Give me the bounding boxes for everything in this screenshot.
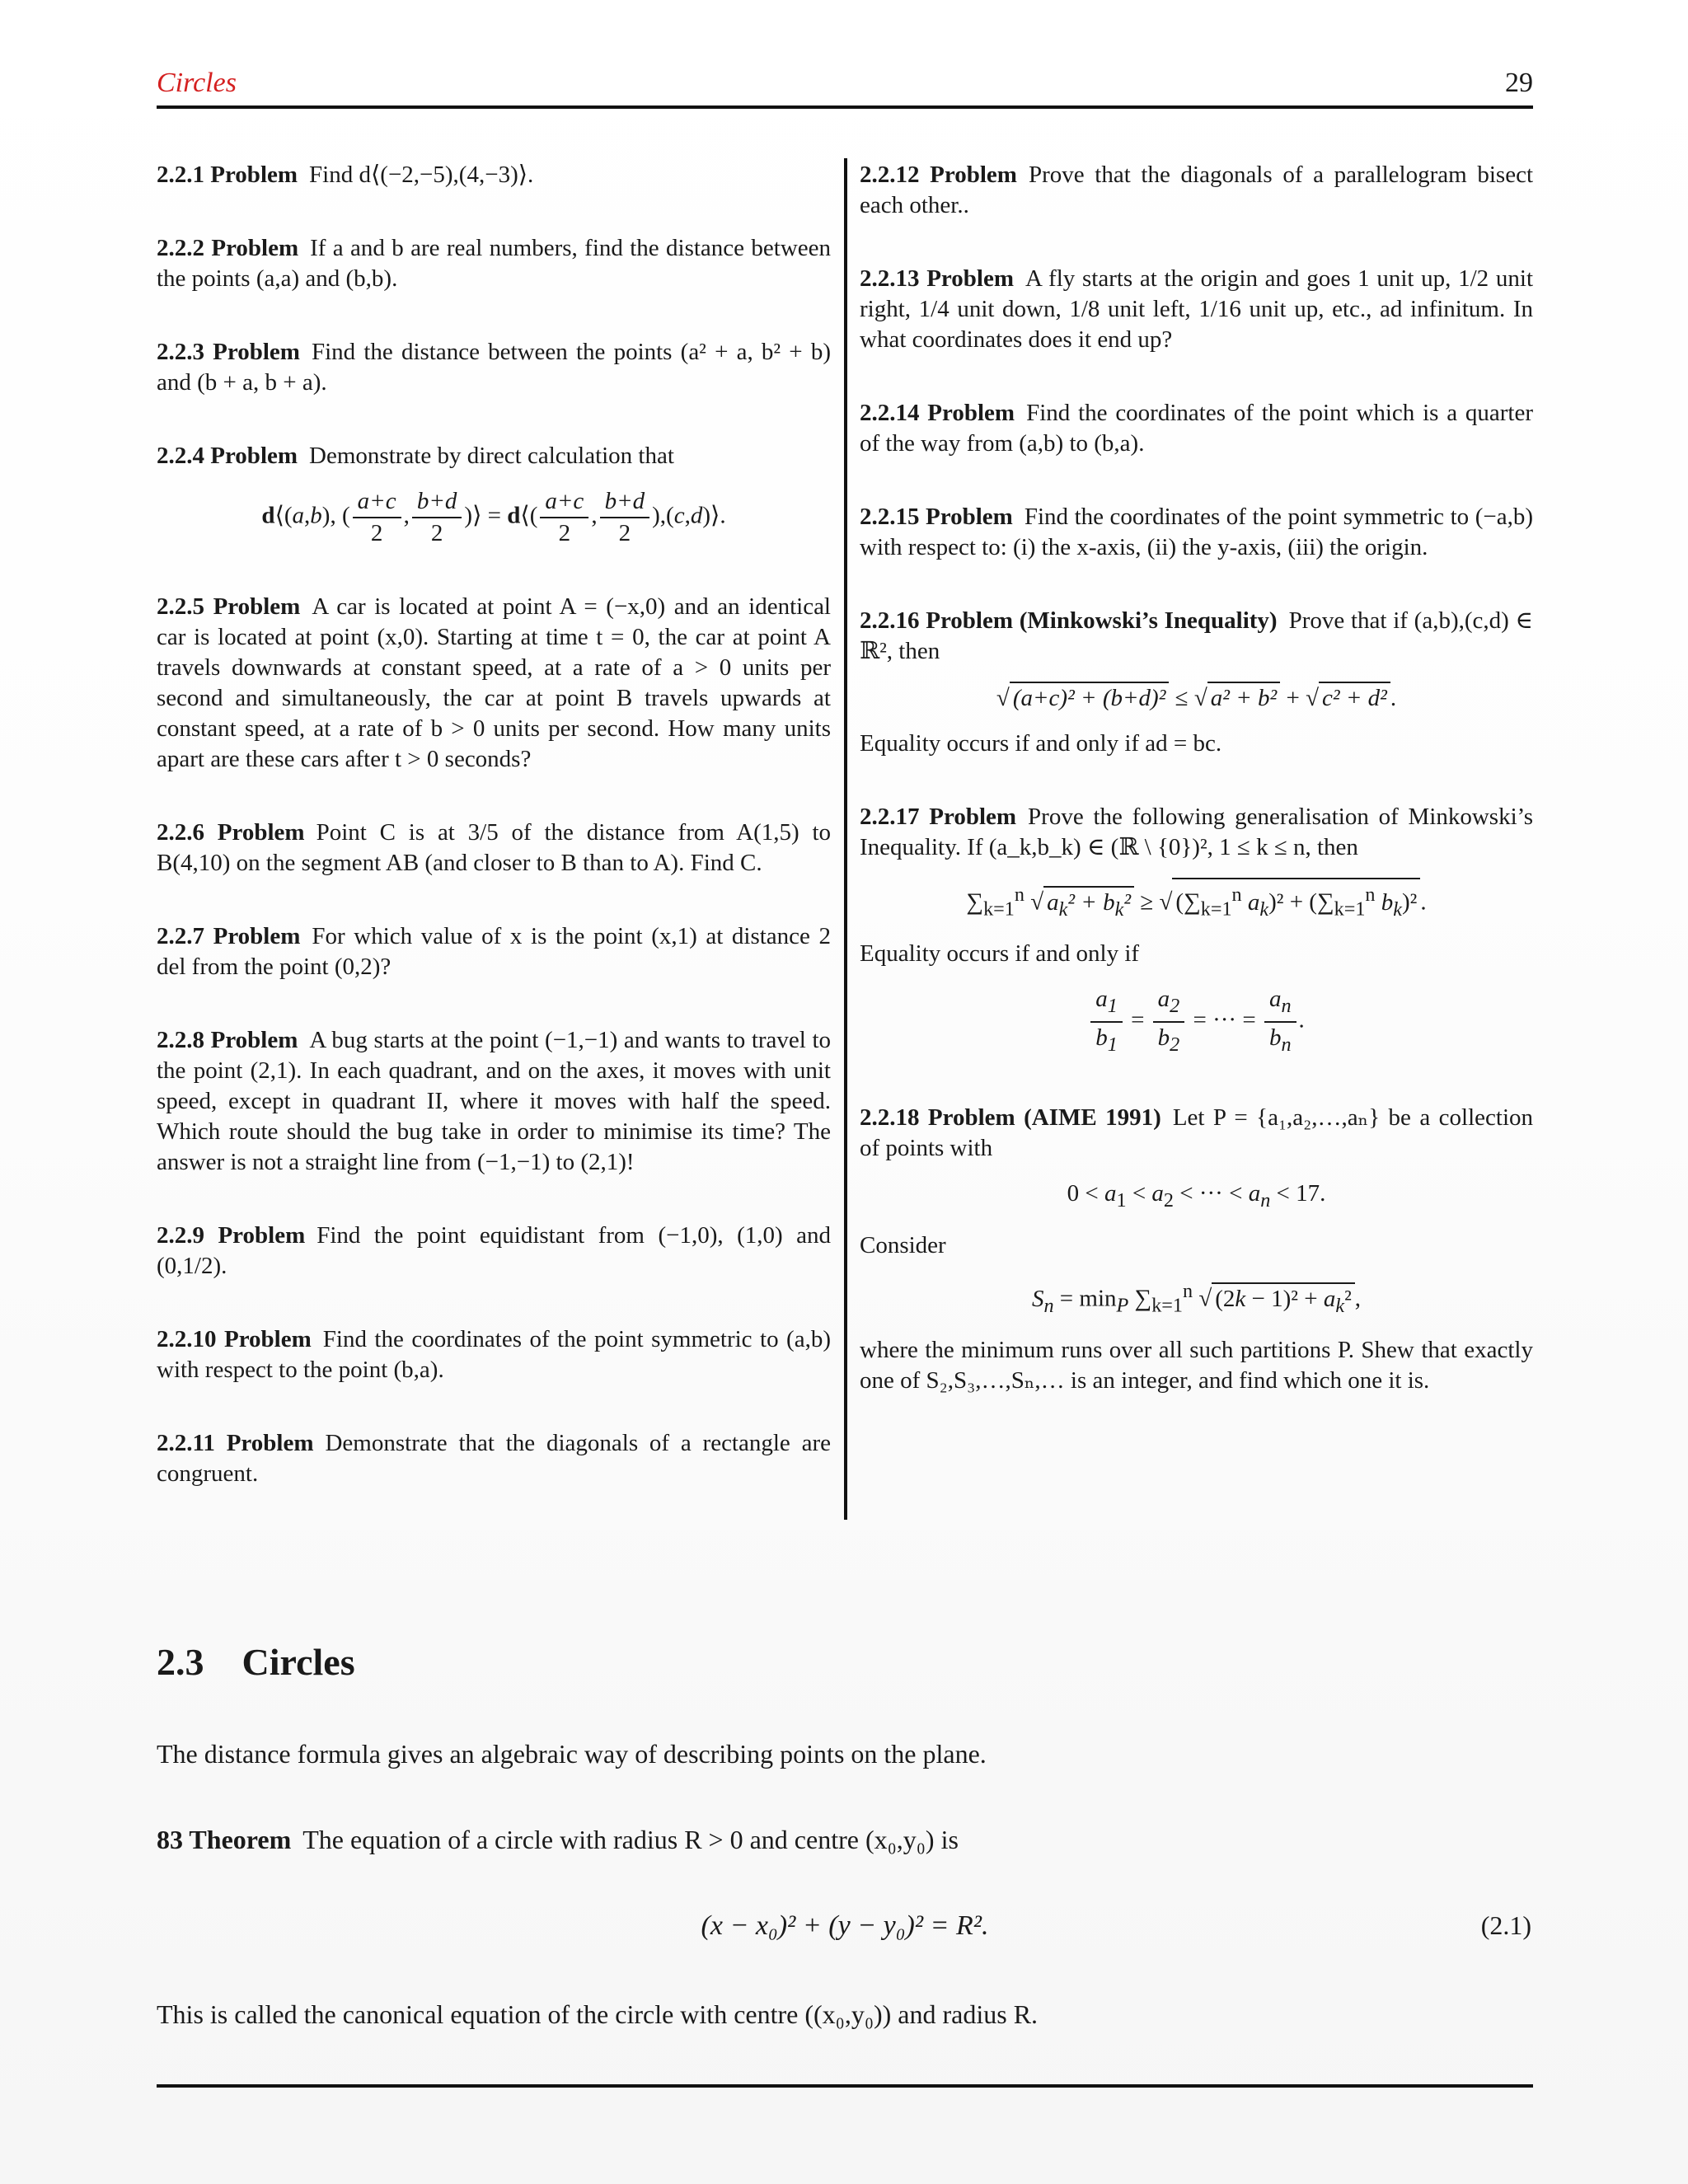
problem-2-2-10: 2.2.10 Problem Find the coordinates of the point symmetric to (a,b) with respect to the point (b,a). <box>157 1326 831 1383</box>
problem-2-2-5: 2.2.5 Problem A car is located at point A = (−x,0) and an identical car is located at point (x,0). Starting at time t = 0, the car at point A travels downwards at constant speed, at a rate of a > 0 units per second and simultaneously, the car at point B travels upwards at constant speed, at a rate of b > 0 units per second. How many units apart are these cars after t > 0 seconds? <box>157 593 831 772</box>
right-column <box>860 160 1533 1439</box>
formula-minkowski: √ (a+c)² + (b+d)² ≤ √ a² + b² + √ c² + d² . <box>860 682 1533 714</box>
formula-midpoint-distance: d⟨(a,b), ( $\frac{a+c}{2}$ , $\frac{b+d}{2}$ )⟩ = d⟨( $\frac{a+c}{2}$ , $\frac{b+d}{2}$ ),(c,d)⟩. <box>261 488 726 546</box>
header-rule <box>157 105 1533 109</box>
page-number: 29 <box>1505 68 1533 98</box>
problem-2-2-16: 2.2.16 Problem (Minkowski’s Inequality) Prove that if (a,b),(c,d) ∈ ℝ², then √ (a+c)² + (b+d)² ≤ √ a² + b² + √ c² + d² . Equality occurs if and only if ad = bc. <box>860 606 1533 759</box>
problem-2-2-14: 2.2.14 Problem Find the coordinates of the point which is a quarter of the way from (a,b) to (b,a). <box>860 400 1534 457</box>
page-header <box>157 68 1533 109</box>
formula-ordering: $0 < a_1 < a_2$ < ··· < $a_n < 17$. <box>1067 1180 1326 1212</box>
problem-2-2-2: 2.2.2 Problem If a and b are real numbers, find the distance between the points (a,a) and (b,b). <box>157 235 832 292</box>
problem-2-2-12: 2.2.12 Problem Prove that the diagonals of a parallelogram bisect each other.. <box>860 162 1534 218</box>
problem-2-2-9: 2.2.9 Problem Find the point equidistant from (−1,0), (1,0) and (0,1/2). <box>157 1222 831 1279</box>
problem-2-2-15: 2.2.15 Problem Find the coordinates of the point symmetric to (−a,b) with respect to: (i) the x-axis, (ii) the y-axis, (iii) the origin. <box>860 504 1534 560</box>
column-divider <box>844 158 847 1520</box>
circle-equation: (x − x₀)² + (y − y₀)² = R². <box>701 1910 989 1941</box>
problem-2-2-6: 2.2.6 Problem Point C is at 3/5 of the distance from A(1,5) to B(4,10) on the segment AB (and closer to B than to A). Find C. <box>157 819 831 876</box>
problem-2-2-7: 2.2.7 Problem For which value of x is the point (x,1) at distance 2 del from the point (0,2)? <box>157 923 832 980</box>
generalised-equality-note: Equality occurs if and only if <box>860 940 1140 968</box>
problem-2-2-1: 2.2.1 Problem Find d⟨(−2,−5),(4,−3)⟩. <box>157 162 534 188</box>
problem-2-2-17: 2.2.17 Problem Prove the following generalisation of Minkowski’s Inequality. If (a_k,b_k) ∈ (ℝ \ {0})², 1 ≤ k ≤ n, then $\sum_{k=1}^n$ √ $a_k^2 + b_k^2$ ≥ √ ($\sum_{k=1}^n$ $a_k)^2 + (\sum_{k=1}^n$ $b_k)^2$ . Equality occurs if and only if $\frac{a_1}{b_1}$ = $\frac{a_2}{b_2}$ = ··· = $\frac{a_n}{b_n}$ . <box>860 802 1533 1060</box>
closing-paragraph: This is called the canonical equation of the circle with centre ((x₀,y₀)) and radius R. <box>157 1999 1039 2029</box>
running-title: Circles <box>157 68 237 98</box>
minkowski-equality-note: Equality occurs if and only if ad = bc. <box>860 730 1222 757</box>
section-heading: 2.3 Circles <box>157 1641 355 1683</box>
aime-conclusion: where the minimum runs over all such partitions P. Shew that exactly one of S₂,S₃,…,Sₙ,… is an integer, and find which one it is. <box>860 1337 1533 1394</box>
problem-2-2-13: 2.2.13 Problem A fly starts at the origin and goes 1 unit up, 1/2 unit right, 1/4 unit down, 1/8 unit left, 1/16 unit up, etc., ad infinitum. In what coordinates does it end up? <box>860 265 1534 353</box>
theorem-label: 83 Theorem <box>157 1825 292 1854</box>
problem-2-2-4: 2.2.4 Problem Demonstrate by direct calculation that d⟨(a,b), ( $\frac{a+c}{2}$ , $\frac{b+d}{2}$ )⟩ = d⟨( $\frac{a+c}{2}$ , $\frac{b+d}{2}$ ),(c,d)⟩. <box>157 441 831 549</box>
formula-sn-min: $S_n = \min_P \sum_{k=1}^n$ √ $(2k - 1)^2 + a_k^2$ , <box>860 1276 1533 1320</box>
formula-generalised-minkowski: $\sum_{k=1}^n$ √ $a_k^2 + b_k^2$ ≥ √ ($\sum_{k=1}^n$ $a_k)^2 + (\sum_{k=1}^n$ $b_k)^2$ . <box>860 878 1533 924</box>
problem-2-2-3: 2.2.3 Problem Find the distance between the points (a² + a, b² + b) and (b + a, b + a). <box>157 339 831 396</box>
footer-rule <box>157 2084 1533 2088</box>
formula-ratio-equality: $\frac{a_1}{b_1}$ = $\frac{a_2}{b_2}$ = ··· = $\frac{a_n}{b_n}$ . <box>860 984 1533 1060</box>
problem-2-2-18: 2.2.18 Problem (AIME 1991) Let P = {a₁,a₂,…,aₙ} be a collection of points with $0 < a_1 < a_2$ < ··· < $a_n < 17$. Consider $S_n = \min_P \sum_{k=1}^n$ √ $(2k - 1)^2 + a_k^2$ , where the minimum runs over all such partitions P. Shew that exactly one of S₂,S₃,…,Sₙ,… is an integer, and find which one it is. <box>860 1103 1533 1396</box>
consider-label: Consider <box>860 1231 946 1258</box>
intro-paragraph: The distance formula gives an algebraic way of describing points on the plane. <box>157 1739 987 1769</box>
theorem-83: 83 Theorem The equation of a circle with radius R > 0 and centre (x₀,y₀) is <box>157 1825 959 1854</box>
problem-2-2-11: 2.2.11 Problem Demonstrate that the diagonals of a rectangle are congruent. <box>157 1430 831 1487</box>
problem-2-2-8: 2.2.8 Problem A bug starts at the point (−1,−1) and wants to travel to the point (2,1). In each quadrant, and on the axes, it moves with unit speed, except in quadrant II, where it moves with half the speed. Which route should the bug take in order to minimise its time? The answer is not a straight line from (−1,−1) to (2,1)! <box>157 1027 831 1175</box>
left-column <box>157 160 831 1532</box>
equation-label: (2.1) <box>1480 1910 1531 1940</box>
